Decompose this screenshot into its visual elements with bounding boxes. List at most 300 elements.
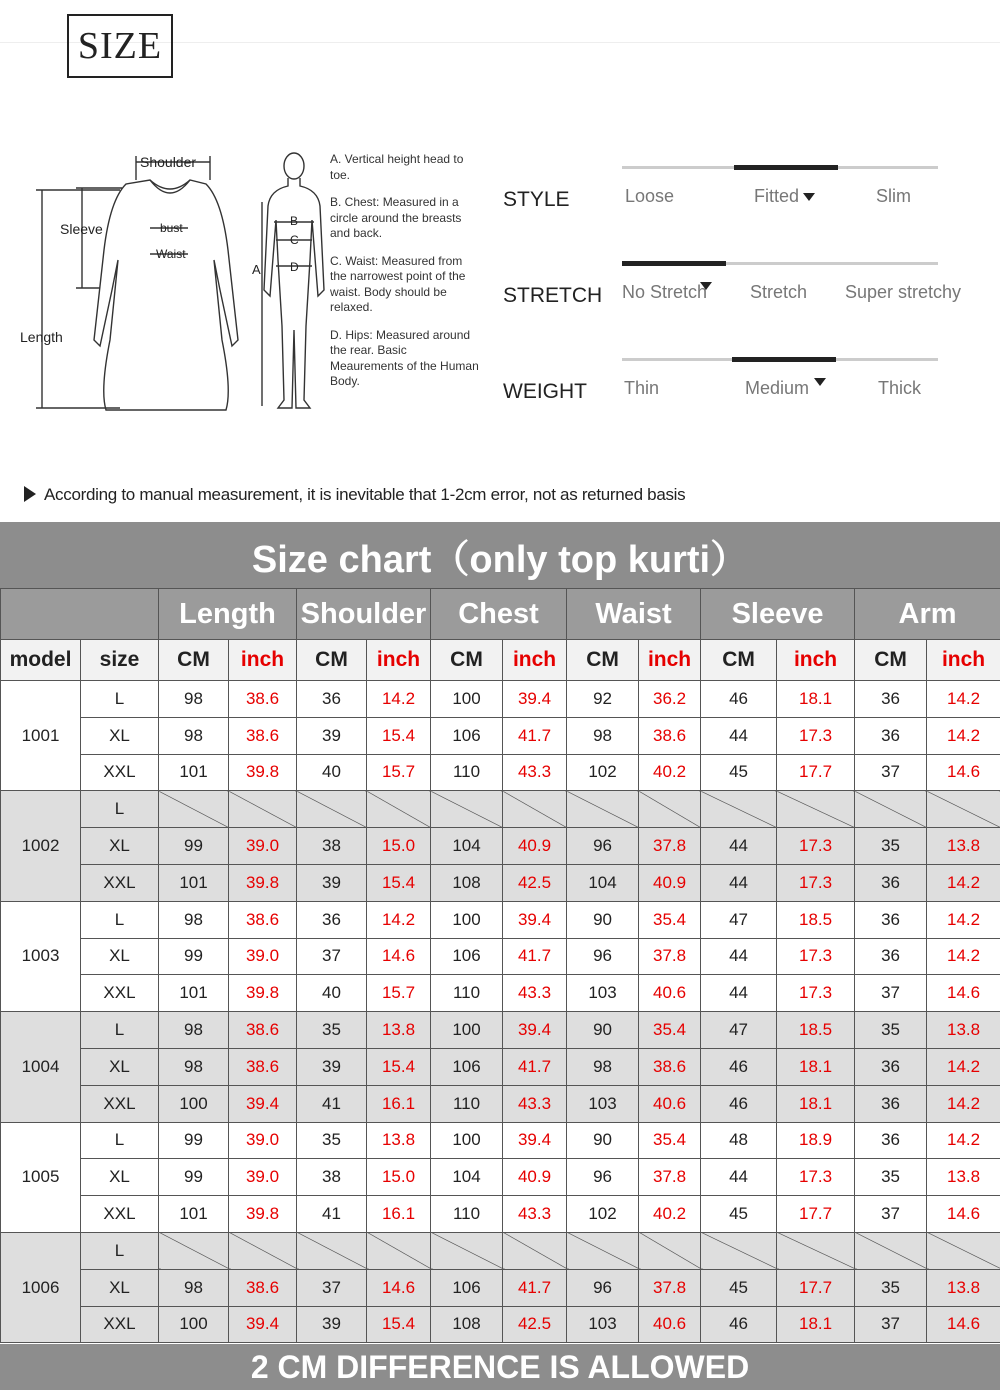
size-cell: L xyxy=(81,791,159,828)
inch-value-cell: 17.3 xyxy=(777,717,855,754)
size-table-body xyxy=(1,681,1000,1343)
cm-value-cell: 46 xyxy=(701,1306,777,1343)
inch-value-cell: 17.7 xyxy=(777,1196,855,1233)
table-row xyxy=(1,717,1000,754)
size-cell: XXL xyxy=(81,1196,159,1233)
inch-value-cell: 15.4 xyxy=(367,1306,431,1343)
cm-value-cell: 36 xyxy=(855,1085,927,1122)
cm-value-cell: 106 xyxy=(431,1048,503,1085)
inch-value-cell: 39.0 xyxy=(229,1159,297,1196)
cm-value-cell: 38 xyxy=(297,1159,367,1196)
label-length: Length xyxy=(20,329,63,345)
inch-value-cell: 39.8 xyxy=(229,1196,297,1233)
size-cell: XL xyxy=(81,1048,159,1085)
model-cell: 1005 xyxy=(1,1122,81,1232)
empty-slash-cell xyxy=(855,791,927,828)
unit-inch: inch xyxy=(927,640,1000,681)
weight-label: WEIGHT xyxy=(503,380,587,403)
unit-inch: inch xyxy=(777,640,855,681)
style-option-fitted: Fitted xyxy=(754,186,815,207)
cm-value-cell: 106 xyxy=(431,938,503,975)
cm-value-cell: 47 xyxy=(701,901,777,938)
size-cell: XL xyxy=(81,1159,159,1196)
cm-value-cell: 36 xyxy=(855,864,927,901)
group-sleeve: Sleeve xyxy=(701,589,855,640)
cm-value-cell: 90 xyxy=(567,901,639,938)
cm-value-cell: 106 xyxy=(431,1269,503,1306)
unit-header-row xyxy=(1,640,1000,681)
inch-value-cell: 17.3 xyxy=(777,864,855,901)
empty-slash-cell xyxy=(159,791,229,828)
inch-value-cell: 39.0 xyxy=(229,828,297,865)
inch-value-cell: 17.3 xyxy=(777,975,855,1012)
inch-value-cell: 14.6 xyxy=(367,938,431,975)
model-cell: 1003 xyxy=(1,901,81,1011)
size-chart xyxy=(0,522,1000,1390)
selected-marker-icon xyxy=(803,193,815,201)
size-cell: L xyxy=(81,1122,159,1159)
size-cell: L xyxy=(81,1232,159,1269)
cm-value-cell: 96 xyxy=(567,828,639,865)
inch-value-cell: 13.8 xyxy=(927,828,1000,865)
inch-value-cell: 38.6 xyxy=(639,1048,701,1085)
inch-value-cell: 13.8 xyxy=(927,1159,1000,1196)
group-waist: Waist xyxy=(567,589,701,640)
cm-value-cell: 106 xyxy=(431,717,503,754)
label-b: B xyxy=(290,214,299,228)
empty-slash-cell xyxy=(777,1232,855,1269)
empty-slash-cell xyxy=(367,791,431,828)
cm-value-cell: 44 xyxy=(701,828,777,865)
stretch-label: STRETCH xyxy=(503,284,603,307)
unit-cm: CM xyxy=(567,640,639,681)
inch-value-cell: 39.4 xyxy=(503,681,567,718)
measurement-notes xyxy=(330,152,480,402)
cm-value-cell: 104 xyxy=(431,1159,503,1196)
inch-value-cell: 40.9 xyxy=(503,1159,567,1196)
cm-value-cell: 98 xyxy=(567,1048,639,1085)
inch-value-cell: 38.6 xyxy=(229,901,297,938)
cm-value-cell: 100 xyxy=(431,901,503,938)
size-badge: SIZE xyxy=(67,14,173,78)
label-a: A xyxy=(252,262,261,277)
inch-value-cell: 18.1 xyxy=(777,1306,855,1343)
inch-value-cell: 39.8 xyxy=(229,864,297,901)
cm-value-cell: 40 xyxy=(297,754,367,791)
inch-value-cell: 14.2 xyxy=(927,1122,1000,1159)
cm-value-cell: 36 xyxy=(855,1122,927,1159)
size-cell: XL xyxy=(81,828,159,865)
cm-value-cell: 36 xyxy=(855,1048,927,1085)
cm-value-cell: 100 xyxy=(431,1012,503,1049)
inch-value-cell: 39.4 xyxy=(503,1012,567,1049)
weight-option-medium: Medium xyxy=(745,378,810,398)
inch-value-cell: 14.2 xyxy=(927,938,1000,975)
cm-value-cell: 36 xyxy=(855,681,927,718)
cm-value-cell: 101 xyxy=(159,864,229,901)
inch-value-cell: 40.6 xyxy=(639,975,701,1012)
inch-value-cell: 14.6 xyxy=(367,1269,431,1306)
stretch-option-none: No Stretch xyxy=(622,282,708,302)
inch-value-cell: 13.8 xyxy=(927,1012,1000,1049)
empty-slash-cell xyxy=(229,1232,297,1269)
table-row xyxy=(1,864,1000,901)
cm-value-cell: 37 xyxy=(855,1196,927,1233)
model-cell: 1004 xyxy=(1,1012,81,1122)
cm-value-cell: 103 xyxy=(567,1085,639,1122)
cm-value-cell: 48 xyxy=(701,1122,777,1159)
fit-scales xyxy=(490,150,990,420)
inch-value-cell: 14.2 xyxy=(927,1048,1000,1085)
style-label: STYLE xyxy=(503,188,570,211)
inch-value-cell: 39.4 xyxy=(503,1122,567,1159)
cm-value-cell: 96 xyxy=(567,938,639,975)
note-a: A. Vertical height head to toe. xyxy=(330,152,464,182)
triangle-right-icon xyxy=(24,486,36,502)
cm-value-cell: 100 xyxy=(159,1085,229,1122)
measurement-disclaimer: According to manual measurement, it is inevitable that 1-2cm error, not as returned basis xyxy=(24,485,685,505)
inch-value-cell: 39.0 xyxy=(229,1122,297,1159)
cm-value-cell: 99 xyxy=(159,938,229,975)
inch-value-cell: 13.8 xyxy=(367,1012,431,1049)
unit-inch: inch xyxy=(367,640,431,681)
inch-value-cell: 14.2 xyxy=(927,864,1000,901)
inch-value-cell: 14.2 xyxy=(367,681,431,718)
cm-value-cell: 99 xyxy=(159,1159,229,1196)
empty-slash-cell xyxy=(927,1232,1000,1269)
cm-value-cell: 101 xyxy=(159,1196,229,1233)
cm-value-cell: 98 xyxy=(159,901,229,938)
inch-value-cell: 18.1 xyxy=(777,1048,855,1085)
stretch-option-stretch: Stretch xyxy=(750,282,808,302)
inch-value-cell: 17.3 xyxy=(777,1159,855,1196)
inch-value-cell: 16.1 xyxy=(367,1196,431,1233)
table-row xyxy=(1,1196,1000,1233)
model-cell: 1001 xyxy=(1,681,81,791)
cm-value-cell: 44 xyxy=(701,975,777,1012)
style-track xyxy=(622,166,938,169)
cm-value-cell: 100 xyxy=(431,681,503,718)
inch-value-cell: 18.5 xyxy=(777,1012,855,1049)
cm-value-cell: 36 xyxy=(855,717,927,754)
empty-slash-cell xyxy=(777,791,855,828)
cm-value-cell: 46 xyxy=(701,681,777,718)
inch-value-cell: 37.8 xyxy=(639,1269,701,1306)
inch-value-cell: 17.7 xyxy=(777,754,855,791)
inch-value-cell: 40.9 xyxy=(639,864,701,901)
cm-value-cell: 45 xyxy=(701,1269,777,1306)
inch-value-cell: 39.8 xyxy=(229,754,297,791)
inch-value-cell: 36.2 xyxy=(639,681,701,718)
cm-value-cell: 46 xyxy=(701,1085,777,1122)
inch-value-cell: 15.4 xyxy=(367,717,431,754)
cm-value-cell: 36 xyxy=(297,901,367,938)
cm-value-cell: 98 xyxy=(159,1012,229,1049)
cm-value-cell: 98 xyxy=(159,681,229,718)
inch-value-cell: 40.9 xyxy=(503,828,567,865)
weight-option-thick: Thick xyxy=(878,378,922,398)
empty-slash-cell xyxy=(503,791,567,828)
inch-value-cell: 13.8 xyxy=(367,1122,431,1159)
size-cell: XL xyxy=(81,938,159,975)
inch-value-cell: 14.2 xyxy=(927,681,1000,718)
table-row xyxy=(1,791,1000,828)
table-row xyxy=(1,1159,1000,1196)
cm-value-cell: 41 xyxy=(297,1085,367,1122)
col-size: size xyxy=(81,640,159,681)
table-row xyxy=(1,1122,1000,1159)
weight-scale xyxy=(490,358,990,428)
cm-value-cell: 99 xyxy=(159,828,229,865)
cm-value-cell: 35 xyxy=(855,828,927,865)
inch-value-cell: 14.2 xyxy=(927,717,1000,754)
inch-value-cell: 18.5 xyxy=(777,901,855,938)
note-b: B. Chest: Measured in a circle around the breasts and back. xyxy=(330,195,462,240)
inch-value-cell: 35.4 xyxy=(639,1012,701,1049)
inch-value-cell: 15.7 xyxy=(367,975,431,1012)
inch-value-cell: 37.8 xyxy=(639,938,701,975)
empty-slash-cell xyxy=(639,1232,701,1269)
inch-value-cell: 15.0 xyxy=(367,1159,431,1196)
unit-inch: inch xyxy=(639,640,701,681)
inch-value-cell: 14.6 xyxy=(927,975,1000,1012)
cm-value-cell: 103 xyxy=(567,1306,639,1343)
stretch-track xyxy=(622,262,938,265)
cm-value-cell: 44 xyxy=(701,717,777,754)
selected-marker-icon xyxy=(814,378,826,386)
inch-value-cell: 14.2 xyxy=(927,901,1000,938)
size-chart-title: Size chart（only top kurti） xyxy=(0,522,1000,588)
cm-value-cell: 98 xyxy=(159,717,229,754)
cm-value-cell: 110 xyxy=(431,754,503,791)
unit-cm: CM xyxy=(855,640,927,681)
cm-value-cell: 110 xyxy=(431,1196,503,1233)
size-table xyxy=(0,588,1000,1343)
inch-value-cell: 41.7 xyxy=(503,717,567,754)
inch-value-cell: 40.6 xyxy=(639,1306,701,1343)
inch-value-cell: 39.4 xyxy=(229,1085,297,1122)
empty-slash-cell xyxy=(229,791,297,828)
group-shoulder: Shoulder xyxy=(297,589,431,640)
inch-value-cell: 17.3 xyxy=(777,828,855,865)
cm-value-cell: 44 xyxy=(701,938,777,975)
empty-slash-cell xyxy=(431,791,503,828)
label-waist: Waist xyxy=(156,247,186,261)
cm-value-cell: 98 xyxy=(159,1269,229,1306)
unit-cm: CM xyxy=(297,640,367,681)
inch-value-cell: 39.4 xyxy=(229,1306,297,1343)
cm-value-cell: 39 xyxy=(297,864,367,901)
col-model: model xyxy=(1,640,81,681)
group-header-row xyxy=(1,589,1000,640)
cm-value-cell: 46 xyxy=(701,1048,777,1085)
cm-value-cell: 41 xyxy=(297,1196,367,1233)
cm-value-cell: 44 xyxy=(701,1159,777,1196)
inch-value-cell: 40.6 xyxy=(639,1085,701,1122)
cm-value-cell: 37 xyxy=(855,1306,927,1343)
cm-value-cell: 36 xyxy=(855,901,927,938)
inch-value-cell: 41.7 xyxy=(503,1269,567,1306)
inch-value-cell: 14.2 xyxy=(927,1085,1000,1122)
cm-value-cell: 36 xyxy=(297,681,367,718)
inch-value-cell: 14.6 xyxy=(927,1306,1000,1343)
style-option-loose: Loose xyxy=(625,186,675,206)
cm-value-cell: 92 xyxy=(567,681,639,718)
inch-value-cell: 16.1 xyxy=(367,1085,431,1122)
empty-slash-cell xyxy=(367,1232,431,1269)
cm-value-cell: 39 xyxy=(297,717,367,754)
size-chart-footer: 2 CM DIFFERENCE IS ALLOWED xyxy=(0,1344,1000,1390)
weight-option-thin: Thin xyxy=(624,378,660,398)
cm-value-cell: 37 xyxy=(855,754,927,791)
table-row xyxy=(1,975,1000,1012)
unit-inch: inch xyxy=(229,640,297,681)
unit-cm: CM xyxy=(159,640,229,681)
table-row xyxy=(1,1232,1000,1269)
cm-value-cell: 100 xyxy=(159,1306,229,1343)
cm-value-cell: 40 xyxy=(297,975,367,1012)
inch-value-cell: 38.6 xyxy=(639,717,701,754)
table-row xyxy=(1,901,1000,938)
cm-value-cell: 35 xyxy=(855,1012,927,1049)
cm-value-cell: 47 xyxy=(701,1012,777,1049)
empty-slash-cell xyxy=(503,1232,567,1269)
table-row xyxy=(1,1269,1000,1306)
empty-slash-cell xyxy=(639,791,701,828)
weight-track xyxy=(622,358,938,361)
table-row xyxy=(1,681,1000,718)
empty-slash-cell xyxy=(297,1232,367,1269)
label-sleeve: Sleeve xyxy=(60,221,103,237)
inch-value-cell: 43.3 xyxy=(503,1196,567,1233)
cm-value-cell: 101 xyxy=(159,975,229,1012)
inch-value-cell: 15.0 xyxy=(367,828,431,865)
empty-slash-cell xyxy=(701,1232,777,1269)
inch-value-cell: 17.7 xyxy=(777,1269,855,1306)
cm-value-cell: 96 xyxy=(567,1269,639,1306)
size-cell: XXL xyxy=(81,864,159,901)
inch-value-cell: 37.8 xyxy=(639,1159,701,1196)
cm-value-cell: 102 xyxy=(567,754,639,791)
inch-value-cell: 39.0 xyxy=(229,938,297,975)
inch-value-cell: 15.7 xyxy=(367,754,431,791)
cm-value-cell: 108 xyxy=(431,1306,503,1343)
cm-value-cell: 37 xyxy=(297,938,367,975)
table-row xyxy=(1,1306,1000,1343)
inch-value-cell: 43.3 xyxy=(503,754,567,791)
model-cell: 1006 xyxy=(1,1232,81,1342)
size-cell: L xyxy=(81,681,159,718)
inch-value-cell: 38.6 xyxy=(229,717,297,754)
cm-value-cell: 35 xyxy=(855,1269,927,1306)
cm-value-cell: 37 xyxy=(297,1269,367,1306)
empty-slash-cell xyxy=(701,791,777,828)
inch-value-cell: 38.6 xyxy=(229,681,297,718)
size-cell: XL xyxy=(81,717,159,754)
inch-value-cell: 14.2 xyxy=(367,901,431,938)
model-cell: 1002 xyxy=(1,791,81,901)
empty-slash-cell xyxy=(431,1232,503,1269)
size-cell: XXL xyxy=(81,975,159,1012)
inch-value-cell: 15.4 xyxy=(367,864,431,901)
cm-value-cell: 96 xyxy=(567,1159,639,1196)
empty-slash-cell xyxy=(855,1232,927,1269)
table-row xyxy=(1,1012,1000,1049)
empty-slash-cell xyxy=(567,1232,639,1269)
cm-value-cell: 98 xyxy=(159,1048,229,1085)
label-c: C xyxy=(290,233,299,247)
cm-value-cell: 35 xyxy=(855,1159,927,1196)
size-cell: XXL xyxy=(81,1085,159,1122)
cm-value-cell: 45 xyxy=(701,754,777,791)
cm-value-cell: 45 xyxy=(701,1196,777,1233)
empty-slash-cell xyxy=(159,1232,229,1269)
cm-value-cell: 39 xyxy=(297,1048,367,1085)
table-row xyxy=(1,938,1000,975)
cm-value-cell: 35 xyxy=(297,1122,367,1159)
cm-value-cell: 98 xyxy=(567,717,639,754)
inch-value-cell: 38.6 xyxy=(229,1048,297,1085)
label-bust: bust xyxy=(160,221,183,235)
inch-value-cell: 39.4 xyxy=(503,901,567,938)
cm-value-cell: 104 xyxy=(567,864,639,901)
inch-value-cell: 38.6 xyxy=(229,1012,297,1049)
inch-value-cell: 18.1 xyxy=(777,1085,855,1122)
inch-value-cell: 38.6 xyxy=(229,1269,297,1306)
cm-value-cell: 103 xyxy=(567,975,639,1012)
label-shoulder: Shoulder xyxy=(140,154,197,170)
cm-value-cell: 36 xyxy=(855,938,927,975)
empty-slash-cell xyxy=(297,791,367,828)
table-row xyxy=(1,1048,1000,1085)
group-length: Length xyxy=(159,589,297,640)
inch-value-cell: 13.8 xyxy=(927,1269,1000,1306)
inch-value-cell: 14.6 xyxy=(927,1196,1000,1233)
inch-value-cell: 18.1 xyxy=(777,681,855,718)
unit-cm: CM xyxy=(431,640,503,681)
empty-slash-cell xyxy=(927,791,1000,828)
cm-value-cell: 99 xyxy=(159,1122,229,1159)
stretch-scale xyxy=(490,262,990,332)
cm-value-cell: 38 xyxy=(297,828,367,865)
unit-inch: inch xyxy=(503,640,567,681)
style-option-slim: Slim xyxy=(876,186,911,206)
inch-value-cell: 43.3 xyxy=(503,975,567,1012)
inch-value-cell: 42.5 xyxy=(503,1306,567,1343)
cm-value-cell: 39 xyxy=(297,1306,367,1343)
cm-value-cell: 37 xyxy=(855,975,927,1012)
inch-value-cell: 40.2 xyxy=(639,1196,701,1233)
inch-value-cell: 41.7 xyxy=(503,938,567,975)
size-cell: XL xyxy=(81,1269,159,1306)
inch-value-cell: 43.3 xyxy=(503,1085,567,1122)
inch-value-cell: 18.9 xyxy=(777,1122,855,1159)
inch-value-cell: 14.6 xyxy=(927,754,1000,791)
label-d: D xyxy=(290,260,299,274)
cm-value-cell: 35 xyxy=(297,1012,367,1049)
note-c: C. Waist: Measured from the narrowest point of the waist. Body should be relaxed. xyxy=(330,253,466,314)
style-scale xyxy=(490,166,990,236)
inch-value-cell: 35.4 xyxy=(639,1122,701,1159)
size-cell: L xyxy=(81,901,159,938)
inch-value-cell: 17.3 xyxy=(777,938,855,975)
cm-value-cell: 102 xyxy=(567,1196,639,1233)
inch-value-cell: 15.4 xyxy=(367,1048,431,1085)
stretch-option-super: Super stretchy xyxy=(845,282,962,302)
cm-value-cell: 90 xyxy=(567,1122,639,1159)
inch-value-cell: 39.8 xyxy=(229,975,297,1012)
size-cell: L xyxy=(81,1012,159,1049)
